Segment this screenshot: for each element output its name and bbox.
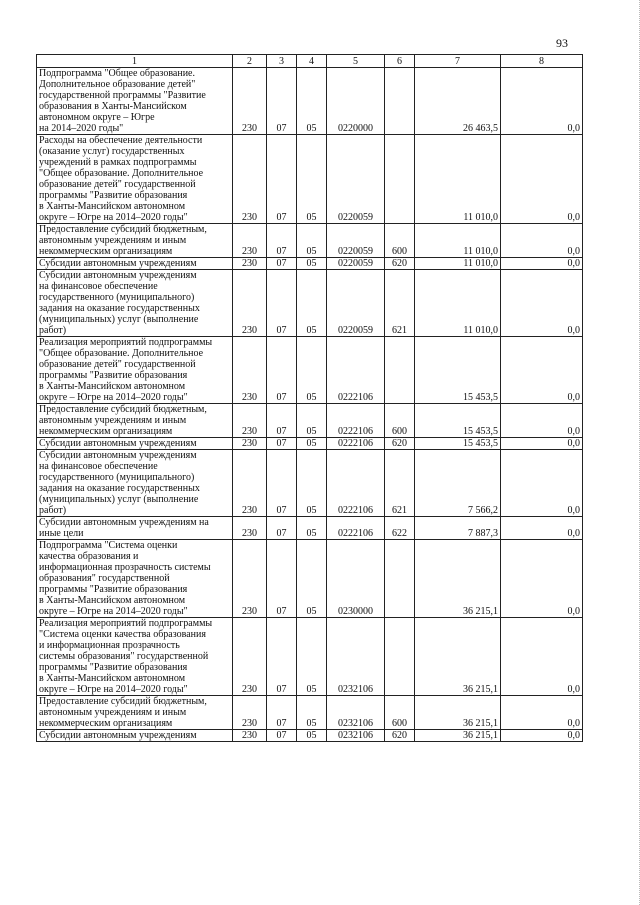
cell-c7: 15 453,5 (415, 438, 501, 450)
cell-c4: 05 (297, 540, 327, 618)
table-row (37, 618, 583, 696)
cell-c2: 230 (233, 404, 267, 438)
cell-c6 (385, 618, 415, 696)
cell-c2: 230 (233, 258, 267, 270)
cell-c6: 600 (385, 224, 415, 258)
table-row (37, 68, 583, 135)
cell-c7: 11 010,0 (415, 258, 501, 270)
row-name-cell (37, 135, 233, 224)
cell-c4: 05 (297, 337, 327, 404)
page-number: 93 (556, 36, 568, 50)
cell-c6: 620 (385, 438, 415, 450)
row-name-cell (37, 258, 233, 270)
column-header: 6 (385, 55, 415, 68)
column-header: 2 (233, 55, 267, 68)
row-name: Субсидии автономным учреждениям (39, 258, 197, 269)
row-name-cell (37, 618, 233, 696)
row-name: Реализация мероприятий подпрограммы "Общее образование. Дополнительное образование детей" государственной программы "Развитие образования в Ханты-Мансийском автономном округе – Югре на 2014–2020 годы" (39, 337, 213, 403)
cell-c3: 07 (267, 337, 297, 404)
table-row (37, 540, 583, 618)
cell-c8: 0,0 (501, 450, 583, 517)
cell-c4: 05 (297, 135, 327, 224)
cell-c5: 0222106 (327, 450, 385, 517)
table-row (37, 517, 583, 540)
cell-c4: 05 (297, 618, 327, 696)
cell-c7: 11 010,0 (415, 224, 501, 258)
cell-c5: 0222106 (327, 404, 385, 438)
cell-c7: 36 215,1 (415, 730, 501, 742)
column-header: 5 (327, 55, 385, 68)
cell-c6 (385, 135, 415, 224)
cell-c2: 230 (233, 337, 267, 404)
cell-c5: 0222106 (327, 517, 385, 540)
row-name-cell (37, 438, 233, 450)
cell-c3: 07 (267, 517, 297, 540)
row-name: Предоставление субсидий бюджетным, автономным учреждениям и иным некоммерческим организациям (39, 224, 207, 257)
cell-c8: 0,0 (501, 68, 583, 135)
row-name: Предоставление субсидий бюджетным, автономным учреждениям и иным некоммерческим организациям (39, 696, 207, 729)
cell-c3: 07 (267, 404, 297, 438)
table-row (37, 224, 583, 258)
cell-c4: 05 (297, 68, 327, 135)
cell-c7: 11 010,0 (415, 135, 501, 224)
cell-c3: 07 (267, 135, 297, 224)
cell-c4: 05 (297, 404, 327, 438)
table-body (37, 68, 583, 742)
column-header: 3 (267, 55, 297, 68)
row-name-cell (37, 450, 233, 517)
cell-c2: 230 (233, 540, 267, 618)
row-name-cell (37, 540, 233, 618)
cell-c6: 600 (385, 404, 415, 438)
table-row (37, 438, 583, 450)
cell-c6: 620 (385, 730, 415, 742)
cell-c3: 07 (267, 730, 297, 742)
cell-c7: 11 010,0 (415, 270, 501, 337)
budget-table (36, 54, 583, 742)
cell-c2: 230 (233, 618, 267, 696)
row-name: Субсидии автономным учреждениям на иные цели (39, 517, 209, 539)
cell-c8: 0,0 (501, 730, 583, 742)
column-header-row (37, 55, 583, 68)
cell-c3: 07 (267, 540, 297, 618)
table-row (37, 135, 583, 224)
cell-c5: 0220059 (327, 224, 385, 258)
row-name-cell (37, 730, 233, 742)
table-row (37, 258, 583, 270)
row-name-cell (37, 696, 233, 730)
cell-c2: 230 (233, 224, 267, 258)
cell-c8: 0,0 (501, 337, 583, 404)
cell-c6: 621 (385, 270, 415, 337)
row-name: Подпрограмма "Общее образование. Дополнительное образование детей" государственной программы "Развитие образования в Ханты-Мансийском автономном округе – Югре на 2014–2020 годы" (39, 68, 206, 134)
cell-c8: 0,0 (501, 696, 583, 730)
cell-c8: 0,0 (501, 517, 583, 540)
cell-c6 (385, 68, 415, 135)
cell-c8: 0,0 (501, 258, 583, 270)
cell-c3: 07 (267, 270, 297, 337)
cell-c5: 0222106 (327, 438, 385, 450)
row-name-cell (37, 270, 233, 337)
cell-c3: 07 (267, 450, 297, 517)
cell-c4: 05 (297, 696, 327, 730)
row-name: Субсидии автономным учреждениям (39, 438, 197, 449)
column-header: 7 (415, 55, 501, 68)
cell-c3: 07 (267, 618, 297, 696)
cell-c2: 230 (233, 450, 267, 517)
table-row (37, 270, 583, 337)
row-name-cell (37, 68, 233, 135)
cell-c6 (385, 540, 415, 618)
cell-c8: 0,0 (501, 135, 583, 224)
cell-c4: 05 (297, 450, 327, 517)
cell-c2: 230 (233, 730, 267, 742)
cell-c2: 230 (233, 438, 267, 450)
row-name-cell (37, 337, 233, 404)
cell-c4: 05 (297, 730, 327, 742)
cell-c5: 0220059 (327, 258, 385, 270)
cell-c3: 07 (267, 258, 297, 270)
cell-c7: 36 215,1 (415, 540, 501, 618)
cell-c5: 0222106 (327, 337, 385, 404)
cell-c5: 0232106 (327, 618, 385, 696)
column-header: 4 (297, 55, 327, 68)
cell-c7: 36 215,1 (415, 696, 501, 730)
table-row (37, 450, 583, 517)
cell-c6: 600 (385, 696, 415, 730)
cell-c6: 620 (385, 258, 415, 270)
column-header: 8 (501, 55, 583, 68)
cell-c5: 0232106 (327, 696, 385, 730)
cell-c5: 0230000 (327, 540, 385, 618)
cell-c4: 05 (297, 258, 327, 270)
cell-c4: 05 (297, 270, 327, 337)
cell-c5: 0232106 (327, 730, 385, 742)
table-row (37, 696, 583, 730)
cell-c8: 0,0 (501, 224, 583, 258)
cell-c7: 26 463,5 (415, 68, 501, 135)
cell-c8: 0,0 (501, 404, 583, 438)
row-name: Субсидии автономным учреждениям (39, 730, 197, 741)
cell-c2: 230 (233, 68, 267, 135)
cell-c2: 230 (233, 696, 267, 730)
cell-c3: 07 (267, 696, 297, 730)
row-name-cell (37, 404, 233, 438)
cell-c4: 05 (297, 438, 327, 450)
row-name: Расходы на обеспечение деятельности (оказание услуг) государственных учреждений в рамках подпрограммы "Общее образование. Дополнительное образование детей" государственной программы "Развитие образования в Ханты-Мансийском автономном округе – Югре на 2014–2020 годы" (39, 135, 204, 223)
cell-c5: 0220059 (327, 270, 385, 337)
page-edge-marks (627, 0, 640, 905)
cell-c8: 0,0 (501, 270, 583, 337)
row-name: Предоставление субсидий бюджетным, автономным учреждениям и иным некоммерческим организациям (39, 404, 207, 437)
cell-c6: 621 (385, 450, 415, 517)
cell-c7: 36 215,1 (415, 618, 501, 696)
cell-c2: 230 (233, 135, 267, 224)
cell-c2: 230 (233, 517, 267, 540)
cell-c4: 05 (297, 517, 327, 540)
row-name: Реализация мероприятий подпрограммы "Система оценки качества образования и информационная прозрачность системы образования" государственной программы "Развитие образования в Ханты-Мансийском автономном округе – Югре на 2014–2020 годы" (39, 618, 213, 695)
row-name-cell (37, 517, 233, 540)
cell-c3: 07 (267, 224, 297, 258)
cell-c7: 7 566,2 (415, 450, 501, 517)
cell-c2: 230 (233, 270, 267, 337)
cell-c8: 0,0 (501, 540, 583, 618)
column-header: 1 (37, 55, 233, 68)
cell-c8: 0,0 (501, 438, 583, 450)
table-row (37, 404, 583, 438)
table-row (37, 337, 583, 404)
cell-c5: 0220000 (327, 68, 385, 135)
row-name: Субсидии автономным учреждениям на финансовое обеспечение государственного (муниципального) задания на оказание государственных (муниципальных) услуг (выполнение работ) (39, 450, 200, 516)
cell-c3: 07 (267, 438, 297, 450)
cell-c4: 05 (297, 224, 327, 258)
cell-c8: 0,0 (501, 618, 583, 696)
cell-c3: 07 (267, 68, 297, 135)
cell-c7: 7 887,3 (415, 517, 501, 540)
cell-c6 (385, 337, 415, 404)
cell-c5: 0220059 (327, 135, 385, 224)
table-row (37, 730, 583, 742)
row-name-cell (37, 224, 233, 258)
cell-c7: 15 453,5 (415, 404, 501, 438)
cell-c6: 622 (385, 517, 415, 540)
row-name: Подпрограмма "Система оценки качества образования и информационная прозрачность системы образования" государственной программы "Развитие образования в Ханты-Мансийском автономном округе – Югре на 2014–2020 годы" (39, 540, 211, 617)
row-name: Субсидии автономным учреждениям на финансовое обеспечение государственного (муниципального) задания на оказание государственных (муниципальных) услуг (выполнение работ) (39, 270, 200, 336)
cell-c7: 15 453,5 (415, 337, 501, 404)
